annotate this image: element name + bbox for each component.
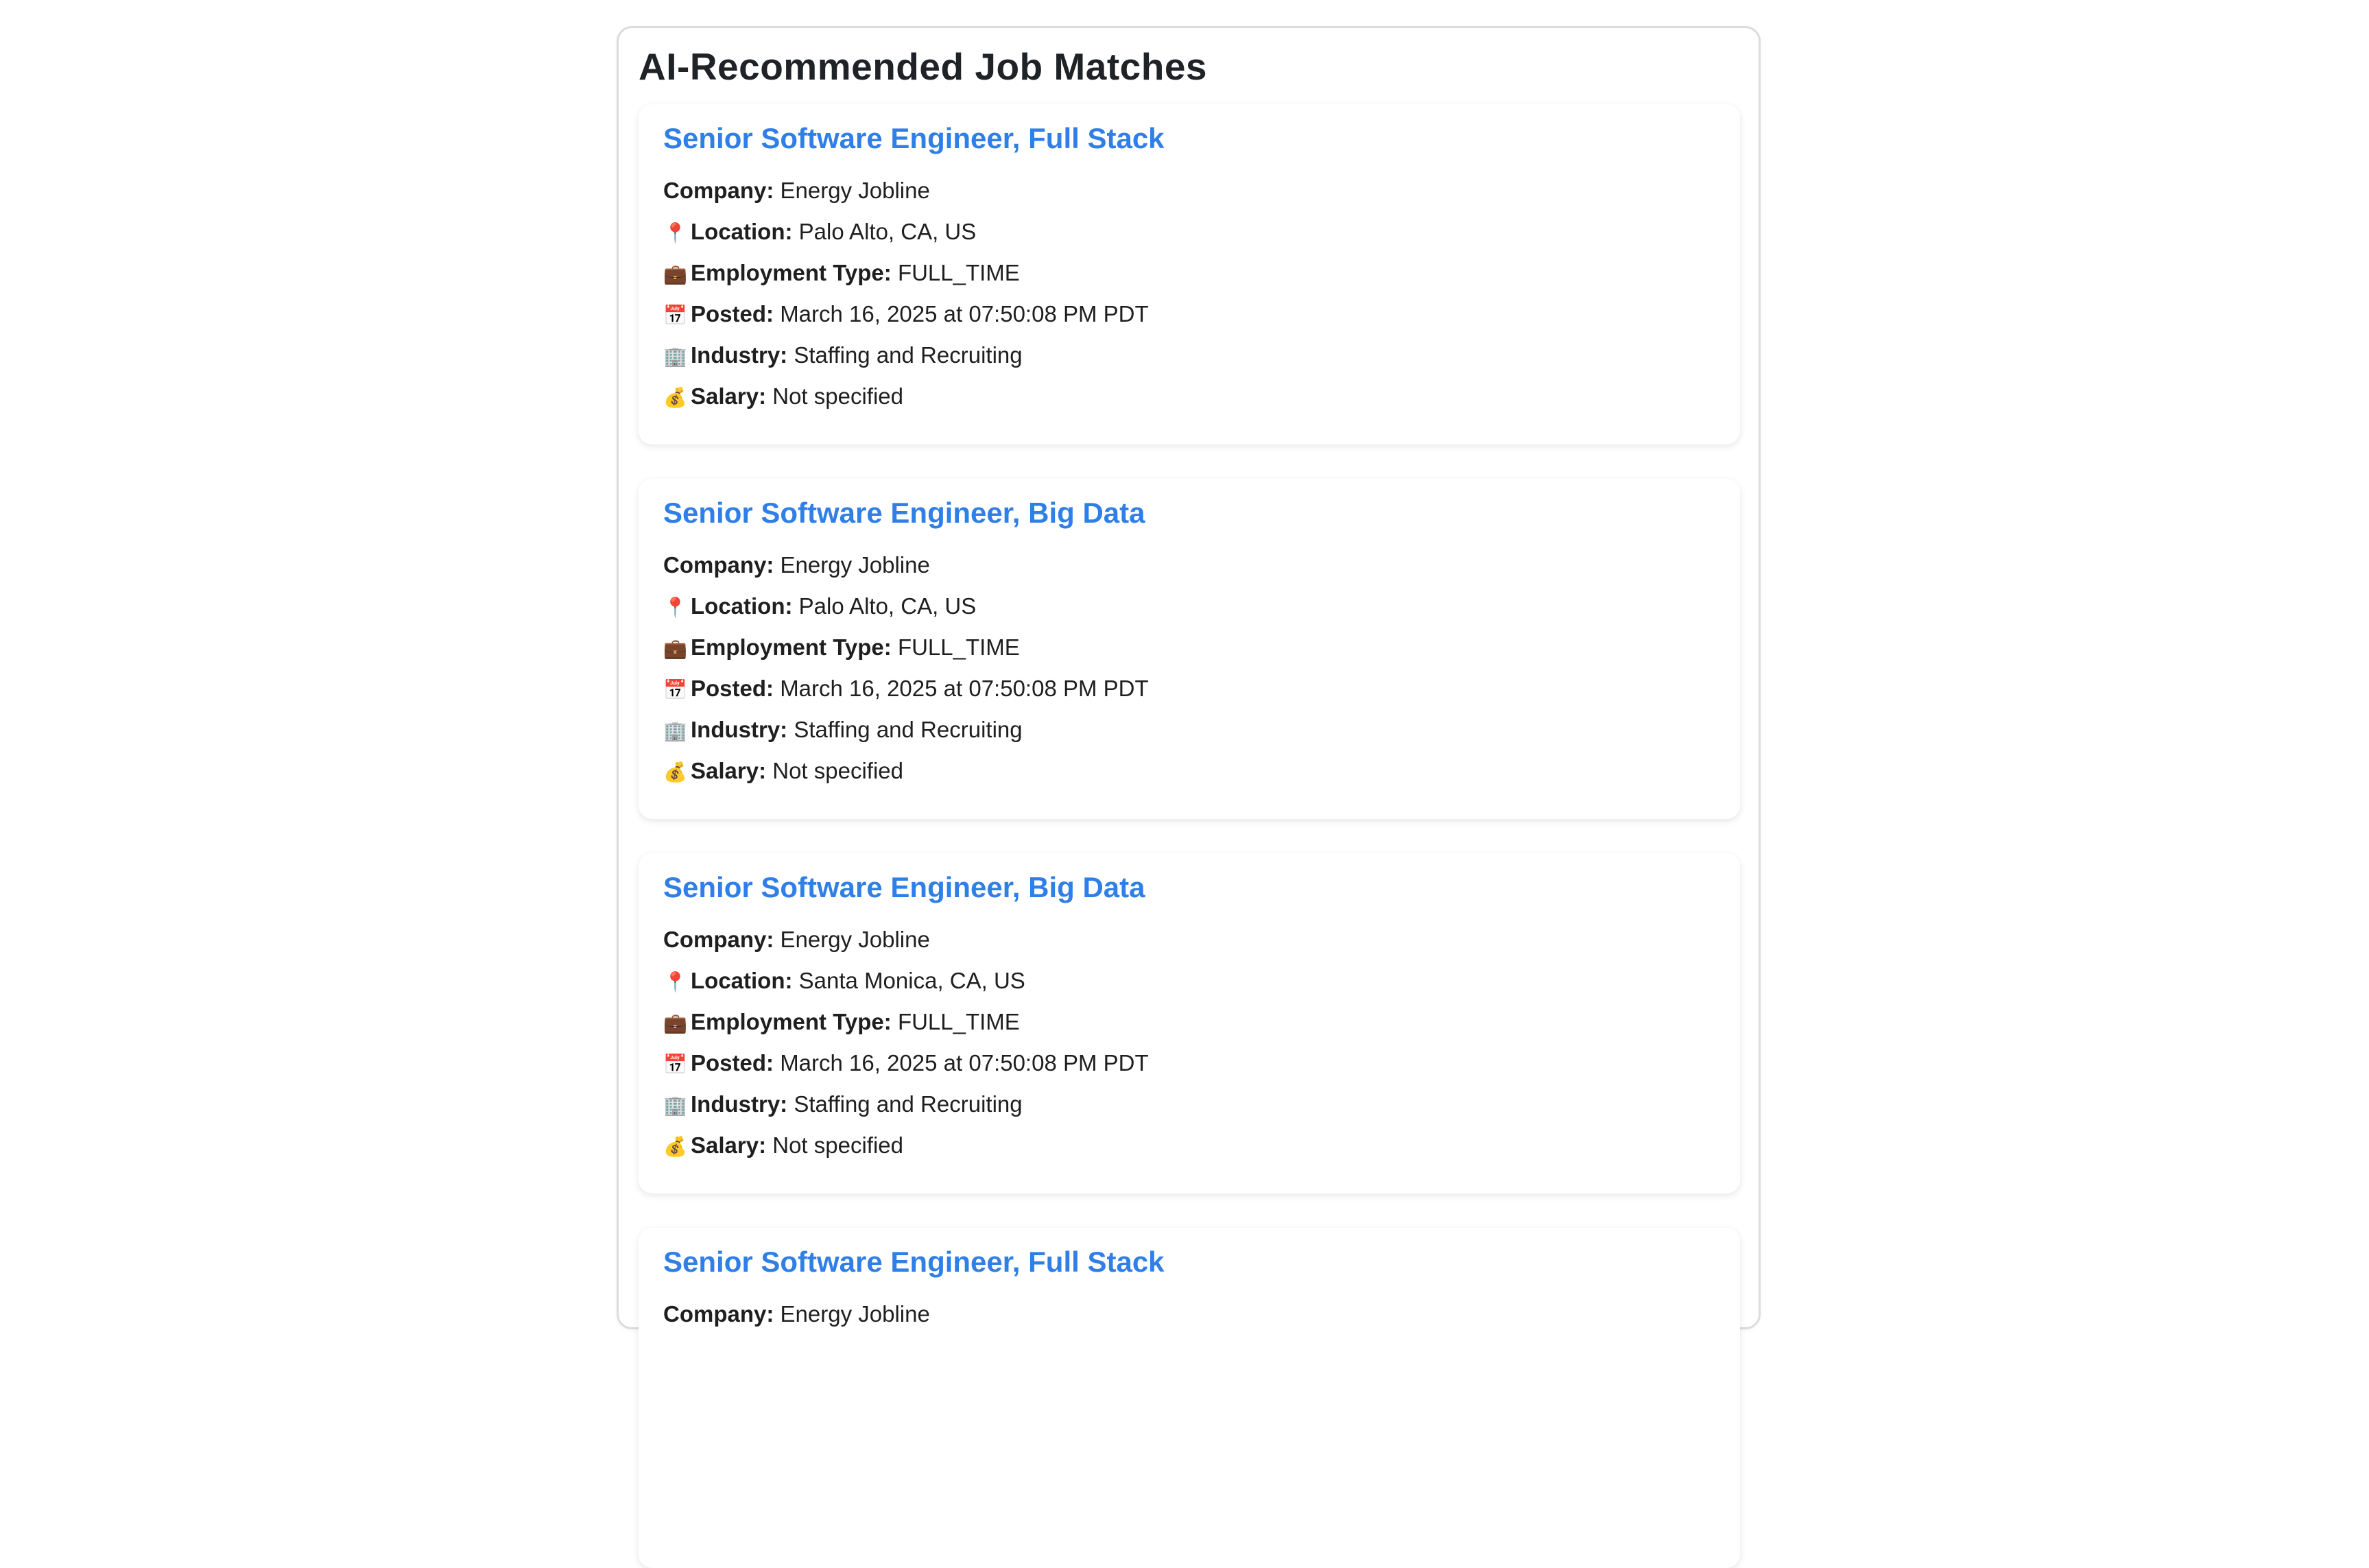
briefcase-icon: 💼 (663, 263, 687, 285)
building-icon: 🏢 (663, 720, 687, 742)
job-card (639, 853, 1740, 1193)
posted-row (663, 675, 1149, 704)
salary-label: Salary: (691, 1132, 767, 1158)
posted-row (663, 300, 1149, 329)
calendar-icon: 📅 (663, 304, 687, 326)
location-pin-icon: 📍 (663, 222, 687, 244)
location-row (663, 967, 1025, 996)
posted-row (663, 1049, 1149, 1078)
location-value: Palo Alto, CA, US (798, 593, 977, 619)
company-value: Energy Jobline (780, 178, 930, 203)
employment-type-label: Employment Type: (691, 634, 892, 660)
employment-type-value: FULL_TIME (897, 1009, 1020, 1034)
job-matches-panel (617, 26, 1761, 1329)
calendar-icon: 📅 (663, 1053, 687, 1076)
employment-type-value: FULL_TIME (897, 260, 1020, 285)
salary-row (663, 383, 903, 412)
job-card (639, 1228, 1740, 1568)
location-row (663, 218, 976, 247)
industry-value: Staffing and Recruiting (794, 1091, 1023, 1117)
company-label: Company: (663, 927, 774, 952)
salary-value: Not specified (772, 383, 904, 409)
employment-type-row (663, 259, 1020, 288)
location-pin-icon: 📍 (663, 596, 687, 619)
posted-value: March 16, 2025 at 07:50:08 PM PDT (780, 1050, 1149, 1076)
industry-value: Staffing and Recruiting (794, 342, 1023, 368)
posted-label: Posted: (691, 1050, 774, 1076)
posted-label: Posted: (691, 301, 774, 326)
job-title-link[interactable]: Senior Software Engineer, Full Stack (663, 1246, 1165, 1278)
location-value: Santa Monica, CA, US (798, 968, 1025, 993)
industry-label: Industry: (691, 717, 788, 742)
employment-type-label: Employment Type: (691, 260, 892, 285)
salary-label: Salary: (691, 758, 767, 783)
employment-type-label: Employment Type: (691, 1009, 892, 1034)
company-label: Company: (663, 1301, 774, 1327)
job-card (639, 104, 1740, 444)
company-value: Energy Jobline (780, 552, 930, 578)
job-title-link[interactable]: Senior Software Engineer, Full Stack (663, 122, 1165, 154)
location-label: Location: (691, 593, 793, 619)
company-row (663, 1300, 930, 1328)
building-icon: 🏢 (663, 345, 687, 368)
money-bag-icon: 💰 (663, 761, 687, 783)
salary-value: Not specified (772, 1132, 904, 1158)
location-label: Location: (691, 968, 793, 993)
salary-row (663, 1132, 903, 1161)
industry-label: Industry: (691, 342, 788, 368)
salary-label: Salary: (691, 383, 767, 409)
employment-type-row (663, 634, 1020, 663)
briefcase-icon: 💼 (663, 1012, 687, 1034)
job-card (639, 479, 1740, 819)
industry-row (663, 342, 1023, 370)
company-row (663, 926, 930, 953)
location-pin-icon: 📍 (663, 971, 687, 993)
salary-row (663, 757, 903, 786)
company-value: Energy Jobline (780, 1301, 930, 1327)
page-title: AI-Recommended Job Matches (639, 45, 1208, 88)
job-title-link[interactable]: Senior Software Engineer, Big Data (663, 497, 1145, 529)
posted-value: March 16, 2025 at 07:50:08 PM PDT (780, 676, 1149, 701)
company-label: Company: (663, 552, 774, 578)
industry-value: Staffing and Recruiting (794, 717, 1023, 742)
company-row (663, 551, 930, 579)
industry-label: Industry: (691, 1091, 788, 1117)
location-value: Palo Alto, CA, US (798, 219, 977, 244)
building-icon: 🏢 (663, 1094, 687, 1117)
location-row (663, 593, 976, 621)
company-row (663, 177, 930, 204)
briefcase-icon: 💼 (663, 637, 687, 660)
location-label: Location: (691, 219, 793, 244)
calendar-icon: 📅 (663, 678, 687, 701)
industry-row (663, 1091, 1023, 1119)
industry-row (663, 716, 1023, 745)
employment-type-value: FULL_TIME (897, 634, 1020, 660)
company-label: Company: (663, 178, 774, 203)
employment-type-row (663, 1008, 1020, 1037)
posted-label: Posted: (691, 676, 774, 701)
posted-value: March 16, 2025 at 07:50:08 PM PDT (780, 301, 1149, 326)
company-value: Energy Jobline (780, 927, 930, 952)
salary-value: Not specified (772, 758, 904, 783)
job-title-link[interactable]: Senior Software Engineer, Big Data (663, 871, 1145, 903)
money-bag-icon: 💰 (663, 1135, 687, 1158)
money-bag-icon: 💰 (663, 386, 687, 409)
